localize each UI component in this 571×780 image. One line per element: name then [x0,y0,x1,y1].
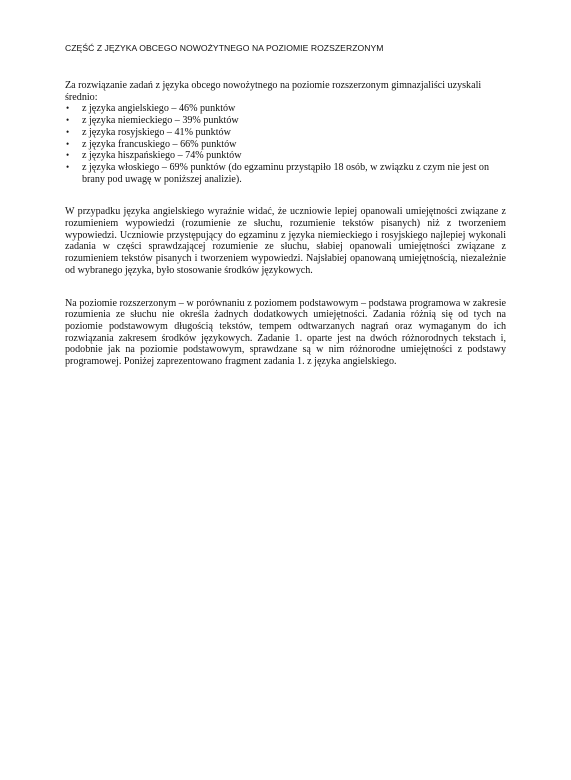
bullet-icon: • [66,115,70,126]
list-item [65,115,506,127]
result-text: z języka rosyjskiego – 41% punktów [82,126,231,138]
bullet-icon: • [66,126,70,137]
list-item [65,127,506,139]
result-text: z języka hiszpańskiego – 74% punktów [82,150,242,162]
list-item [65,139,506,151]
bullet-icon: • [66,161,70,172]
list-item [65,150,506,162]
analysis-paragraph: W przypadku języka angielskiego wyraźnie widać, że uczniowie lepiej opanowali umiejętności związane z rozumieniem wypowiedzi (rozumienie ze słuchu, rozumienie tekstów pisanych) niż z tworzeniem wypowiedzi. Uczniowie przystępujący do egzaminu z języka niemieckiego i rosyjskiego najlepiej wykonali zadania w części sprawdzającej rozumienie ze słuchu, słabiej opanowali umiejętności związane z rozumieniem tekstów pisanych i tworzeniem wypowiedzi. Najsłabiej opanowaną umiejętnością, niezależnie od wybranego języka, było stosowanie środków językowych. [65,206,506,276]
result-text: z języka francuskiego – 66% punktów [82,138,237,150]
intro-paragraph: Za rozwiązanie zadań z języka obcego nowożytnego na poziomie rozszerzonym gimnazjaliści uzyskali średnio: [65,80,482,103]
list-item [65,103,506,115]
result-text: z języka niemieckiego – 39% punktów [82,115,239,127]
results-list [65,103,506,185]
section-heading: CZĘŚĆ Z JĘZYKA OBCEGO NOWOŻYTNEGO NA POZIOMIE ROZSZERZONYM [65,43,384,53]
bullet-icon: • [66,103,70,114]
result-text: z języka włoskiego – 69% punktów (do egzaminu przystąpiło 18 osób, w związku z czym nie jest on brany pod uwagę w poniższej analizie). [82,161,490,185]
listening-paragraph: Na poziomie rozszerzonym – w porównaniu z poziomem podstawowym – podstawa programowa w zakresie rozumienia ze słuchu nie określa żadnych dodatkowych umiejętności. Zadania różnią się od tych na poziomie podstawowym długością tekstów, tempem odtwarzanych nagrań oraz wymaganym do ich rozwiązania zakresem środków językowych. Zadanie 1. oparte jest na dwóch różnorodnych tekstach i, podobnie jak na poziomie podstawowym, sprawdzane są w nim różnorodne umiejętności z podstawy programowej. Poniżej zaprezentowano fragment zadania 1. z języka angielskiego. [65,297,506,368]
result-text: z języka angielskiego – 46% punktów [82,103,236,115]
document-body [65,80,506,368]
bullet-icon: • [66,138,70,149]
bullet-icon: • [66,150,70,161]
list-item [65,162,506,185]
